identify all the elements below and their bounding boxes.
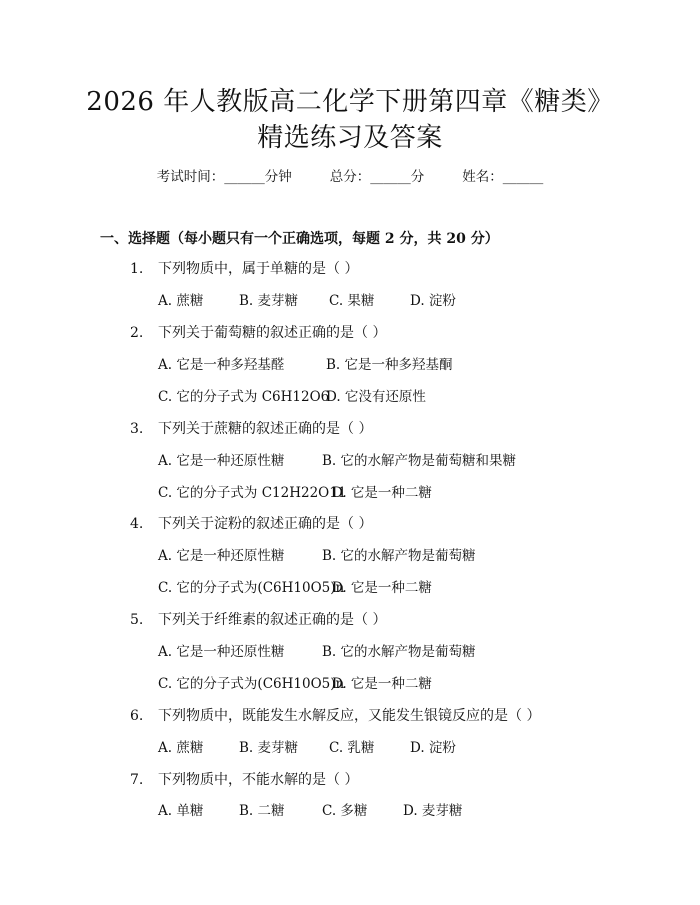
option-b: B. 麦芽糖	[239, 293, 299, 309]
option-b: B. 它是一种多羟基酮	[326, 357, 453, 373]
option-d: D. 它是一种二糖	[332, 485, 432, 501]
option-c: C. 果糖	[329, 293, 375, 309]
option-c: C. 它的分子式为 C6H12O6	[158, 389, 330, 405]
question-7	[130, 769, 358, 791]
option-a: A. 单糖	[158, 803, 204, 819]
question-stem: 下列物质中，不能水解的是（ ）	[158, 772, 359, 788]
option-c: C. 乳糖	[329, 740, 375, 756]
question-stem: 下列关于淀粉的叙述正确的是（ ）	[158, 516, 373, 532]
question-number: 5.	[130, 612, 144, 628]
option-a: A. 它是一种还原性糖	[158, 453, 285, 469]
total-score-field: 总分：______分	[329, 169, 425, 185]
option-a: A. 它是一种还原性糖	[158, 548, 285, 564]
question-4-options-row-2	[158, 577, 432, 599]
question-number: 6.	[130, 708, 144, 724]
question-2-options-row-2	[158, 386, 426, 408]
option-d: D. 它是一种二糖	[332, 580, 432, 596]
option-d: D. 麦芽糖	[403, 803, 463, 819]
question-number: 4.	[130, 516, 144, 532]
option-b: B. 它的水解产物是葡萄糖	[322, 644, 476, 660]
option-b: B. 麦芽糖	[239, 740, 299, 756]
question-3-options-row-1	[158, 450, 516, 472]
question-5-options-row-2	[158, 673, 432, 695]
question-2-options-row-1	[158, 354, 453, 376]
option-c: C. 多糖	[322, 803, 368, 819]
page-title: 2026 年人教版高二化学下册第四章《糖类》	[86, 87, 614, 117]
exam-time-field: 考试时间：______分钟	[156, 169, 292, 185]
question-7-options	[158, 800, 462, 822]
question-stem: 下列关于纤维素的叙述正确的是（ ）	[158, 612, 387, 628]
question-4	[130, 513, 372, 535]
question-number: 1.	[130, 261, 144, 277]
option-c: C. 它的分子式为(C6H10O5)n	[158, 580, 345, 596]
option-d: D. 它是一种二糖	[332, 676, 432, 692]
question-stem: 下列物质中，既能发生水解反应，又能发生银镜反应的是（ ）	[158, 708, 541, 724]
option-b: B. 二糖	[239, 803, 285, 819]
question-6	[130, 705, 540, 727]
option-a: A. 蔗糖	[158, 293, 204, 309]
question-5	[130, 609, 386, 631]
option-d: D. 淀粉	[410, 293, 456, 309]
question-6-options	[158, 737, 456, 759]
option-b: B. 它的水解产物是葡萄糖	[322, 548, 476, 564]
question-3-options-row-2	[158, 482, 432, 504]
student-name-field: 姓名：______	[462, 169, 544, 185]
question-stem: 下列物质中，属于单糖的是（ ）	[158, 261, 359, 277]
question-stem: 下列关于蔗糖的叙述正确的是（ ）	[158, 421, 373, 437]
option-a: A. 它是一种多羟基醛	[158, 357, 285, 373]
option-b: B. 它的水解产物是葡萄糖和果糖	[322, 453, 517, 469]
option-d: D. 它没有还原性	[326, 389, 426, 405]
exam-info-line	[0, 167, 700, 187]
question-2	[130, 322, 386, 344]
option-c: C. 它的分子式为(C6H10O5)n	[158, 676, 345, 692]
question-5-options-row-1	[158, 641, 476, 663]
question-number: 3.	[130, 421, 144, 437]
option-d: D. 淀粉	[410, 740, 456, 756]
question-number: 2.	[130, 325, 144, 341]
question-1	[130, 258, 358, 280]
question-stem: 下列关于葡萄糖的叙述正确的是（ ）	[158, 325, 387, 341]
question-4-options-row-1	[158, 545, 476, 567]
question-number: 7.	[130, 772, 144, 788]
page-subtitle: 精选练习及答案	[257, 123, 443, 153]
option-a: A. 它是一种还原性糖	[158, 644, 285, 660]
question-3	[130, 418, 372, 440]
option-c: C. 它的分子式为 C12H22O11	[158, 485, 347, 501]
section-heading-multiple-choice: 一、选择题（每小题只有一个正确选项，每题 2 分，共 20 分）	[100, 231, 499, 247]
option-a: A. 蔗糖	[158, 740, 204, 756]
question-1-options	[158, 290, 456, 312]
